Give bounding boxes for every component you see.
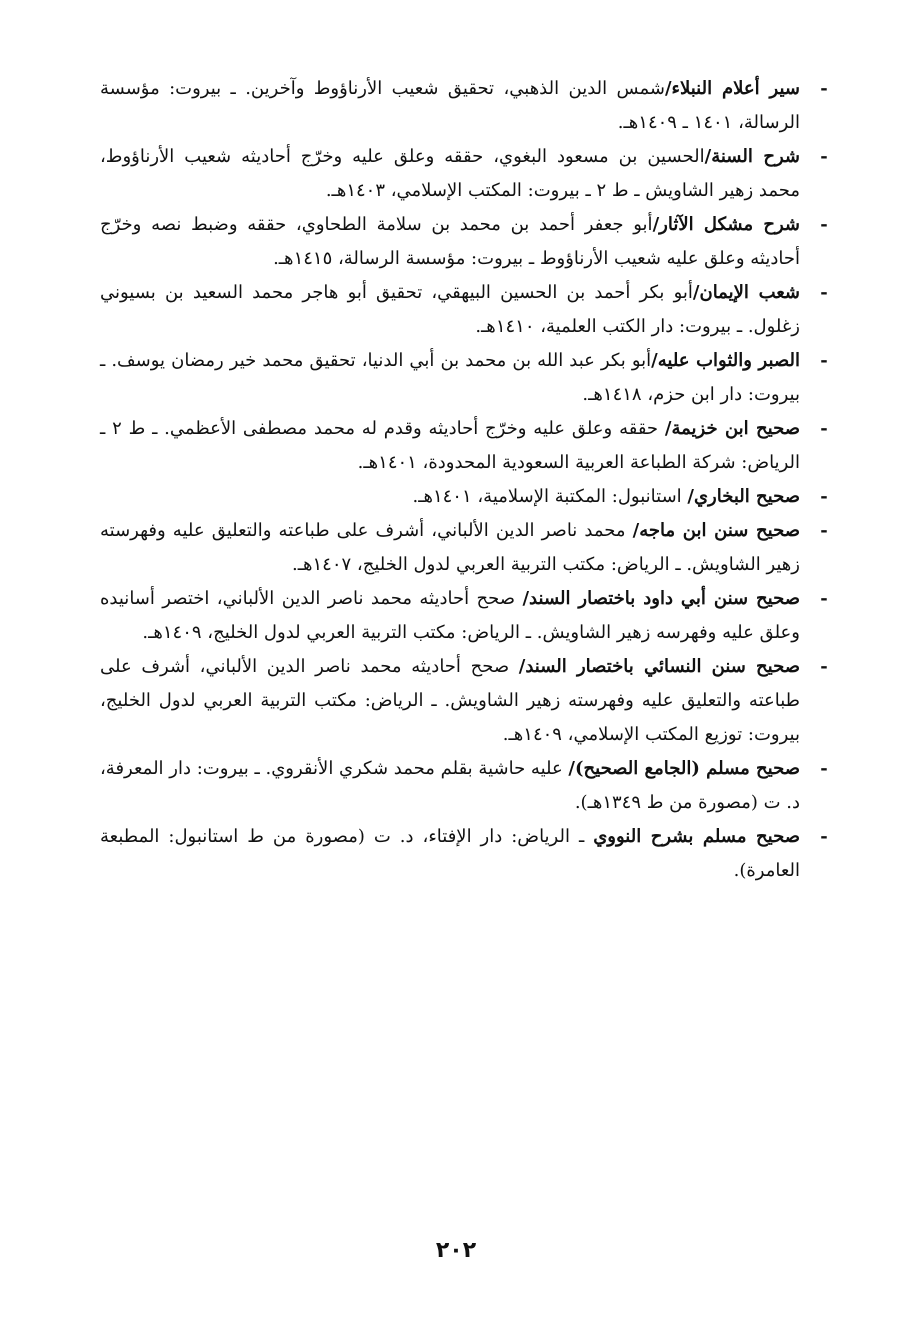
bibliography-entry	[100, 208, 828, 276]
bibliography-entry	[99, 752, 828, 820]
entry-dash: -	[820, 282, 828, 303]
entry-body: شمس الدين الذهبي، تحقيق شعيب الأرناؤوط وآخرين. ـ بيروت: مؤسسة الرسالة، ١٤٠١ ـ ١٤٠٩هـ.	[100, 78, 800, 133]
entry-title: صحيح سنن النسائي باختصار السند/	[518, 656, 800, 677]
entry-title: شعب الإيمان/	[692, 282, 801, 303]
entry-title: صحيح البخاري/	[687, 486, 800, 507]
bibliography-entry	[100, 72, 828, 140]
entry-dash: -	[820, 656, 828, 677]
entry-title: شرح مشكل الآثار/	[652, 214, 800, 235]
bibliography-entry	[100, 582, 828, 650]
entry-body: استانبول: المكتبة الإسلامية، ١٤٠١هـ.	[412, 486, 688, 507]
entry-title: صحيح مسلم (الجامع الصحيح)/	[568, 758, 800, 779]
entry-body: أبو جعفر أحمد بن محمد بن سلامة الطحاوي، حققه وضبط نصه وخرّج أحاديثه وعلق عليه شعيب الأرناؤوط ـ بيروت: مؤسسة الرسالة، ١٤١٥هـ.	[100, 214, 800, 269]
entry-dash: -	[820, 826, 828, 847]
entry-dash: -	[820, 78, 828, 99]
bibliography-entry	[100, 276, 828, 344]
entry-dash: -	[820, 520, 828, 541]
entry-dash: -	[820, 758, 828, 779]
entry-dash: -	[820, 486, 828, 507]
bibliography-entry	[100, 412, 828, 480]
bibliography-entry	[100, 514, 828, 582]
entry-body: محمد ناصر الدين الألباني، أشرف على طباعته والتعليق عليه وفهرسته زهير الشاويش. ـ الرياض: مكتب التربية العربي لدول الخليج، ١٤٠٧هـ.	[100, 520, 800, 575]
entry-dash: -	[820, 350, 828, 371]
entry-body: صحح أحاديثه محمد ناصر الدين الألباني، أشرف على طباعته والتعليق عليه وفهرسته زهير الشاويش. ـ الرياض: مكتب التربية العربي لدول الخليج، بيروت: توزيع المكتب الإسلامي، ١٤٠٩هـ.	[100, 656, 800, 745]
entry-title: صحيح ابن خزيمة/	[664, 418, 801, 439]
bibliography-entry	[100, 344, 828, 412]
entry-dash: -	[820, 418, 828, 439]
bibliography-entry	[100, 820, 828, 888]
entry-dash: -	[820, 588, 828, 609]
bibliography-list	[99, 72, 828, 888]
entry-dash: -	[820, 146, 828, 167]
entry-title: شرح السنة/	[704, 146, 800, 167]
entry-body: الحسين بن مسعود البغوي، حققه وعلق عليه وخرّج أحاديثه شعيب الأرناؤوط، محمد زهير الشاويش ـ ط ٢ ـ بيروت: المكتب الإسلامي، ١٤٠٣هـ.	[100, 146, 800, 201]
entry-body: صحح أحاديثه محمد ناصر الدين الألباني، اختصر أسانيده وعلق عليه وفهرسه زهير الشاويش. ـ الرياض: مكتب التربية العربي لدول الخليج، ١٤٠٩هـ.	[100, 588, 800, 643]
entry-title: صحيح سنن أبي داود باختصار السند/	[522, 588, 801, 609]
entry-title: سير أعلام النبلاء/	[664, 78, 800, 99]
entry-dash: -	[820, 214, 828, 235]
entry-body: أبو بكر أحمد بن الحسين البيهقي، تحقيق أبو هاجر محمد السعيد بن بسيوني زغلول. ـ بيروت: دار الكتب العلمية، ١٤١٠هـ.	[100, 282, 800, 337]
bibliography-entry	[100, 140, 828, 208]
entry-title: صحيح سنن ابن ماجه/	[632, 520, 800, 541]
page-number: ٢٠٢	[435, 1238, 477, 1263]
entry-body: ـ الرياض: دار الإفتاء، د. ت (مصورة من ط استانبول: المطبعة العامرة).	[100, 826, 800, 881]
entry-title: صحيح مسلم بشرح النووي	[593, 826, 800, 847]
bibliography-entry	[100, 480, 828, 514]
entry-body: عليه حاشية بقلم محمد شكري الأنقروي. ـ بيروت: دار المعرفة، د. ت (مصورة من ط ١٣٤٩هـ).	[99, 758, 800, 813]
entry-title: الصبر والثواب عليه/	[651, 350, 800, 371]
entry-body: حققه وعلق عليه وخرّج أحاديثه وقدم له محمد مصطفى الأعظمي. ـ ط ٢ ـ الرياض: شركة الطباعة العربية السعودية المحدودة، ١٤٠١هـ.	[100, 418, 800, 473]
entry-body: أبو بكر عبد الله بن محمد بن أبي الدنيا، تحقيق محمد خير رمضان يوسف. ـ بيروت: دار ابن حزم، ١٤١٨هـ.	[100, 350, 800, 405]
bibliography-entry	[100, 650, 828, 752]
